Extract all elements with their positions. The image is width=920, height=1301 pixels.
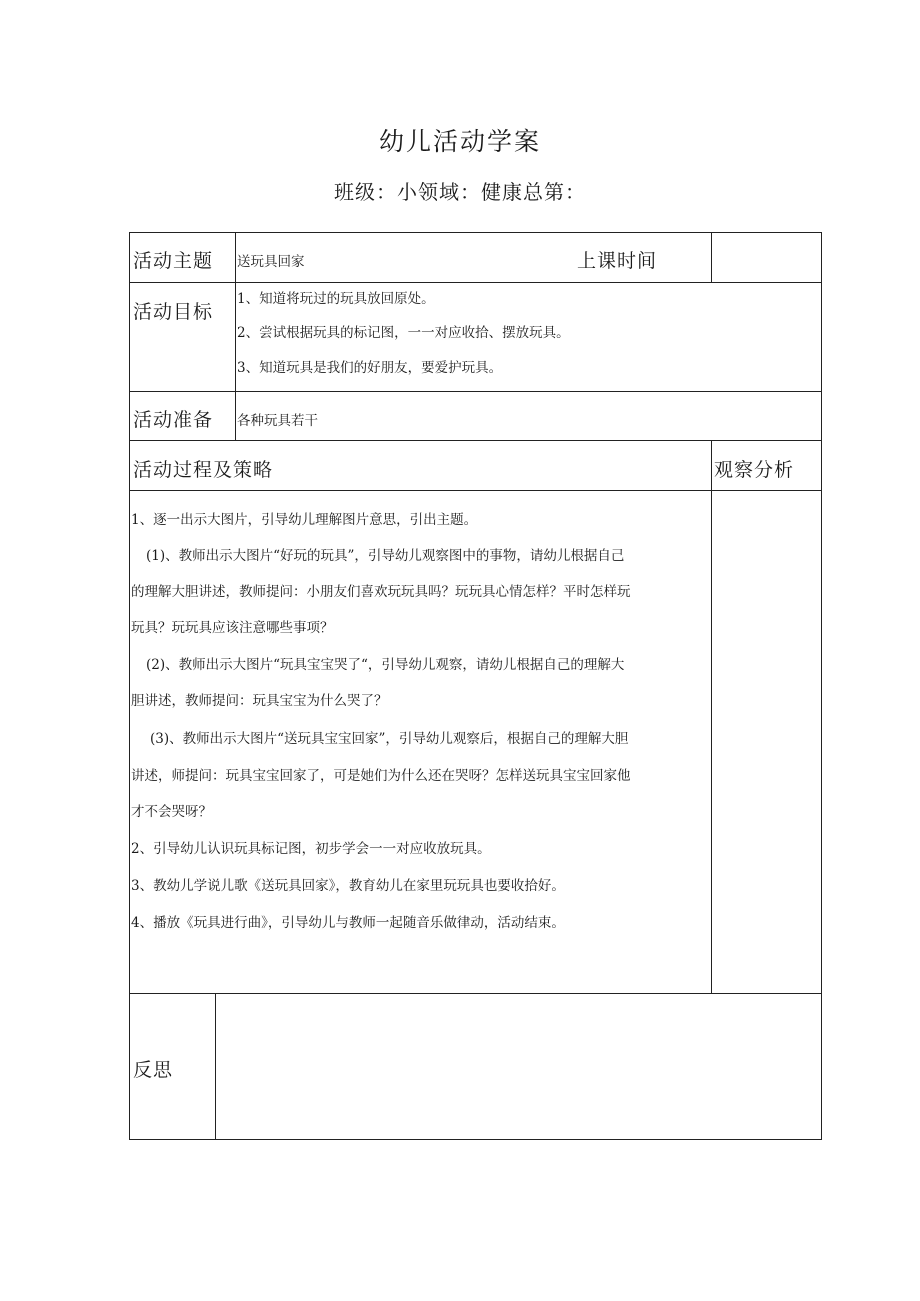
column-divider	[235, 233, 236, 440]
row-divider	[130, 282, 821, 283]
row-divider	[130, 490, 821, 491]
document-title: 幼儿活动学案	[378, 127, 541, 156]
process-line: 4、播放《玩具进行曲》，引导幼儿与教师一起随音乐做律动，活动结束。	[131, 915, 565, 931]
preparation-label: 活动准备	[133, 409, 214, 431]
goal-item: 2、尝试根据玩具的标记图，一一对应收拾、摆放玩具。	[237, 325, 570, 341]
process-line: 胆讲述，教师提问：玩具宝宝为什么哭了？	[131, 693, 388, 709]
process-line: (1)、教师出示大图片“好玩的玩具”，引导幼儿观察图中的事物，请幼儿根据自己	[146, 548, 625, 564]
process-line: 玩具？玩玩具应该注意哪些事项？	[131, 620, 334, 636]
column-divider	[215, 993, 216, 1139]
process-line: 1、逐一出示大图片，引导幼儿理解图片意思，引出主题。	[131, 512, 478, 528]
process-line: (2)、教师出示大图片“玩具宝宝哭了“，引导幼儿观察，请幼儿根据自己的理解大	[146, 657, 625, 673]
theme-value: 送玩具回家	[237, 254, 305, 270]
class-time-label: 上课时间	[577, 250, 658, 272]
reflection-label: 反思	[133, 1059, 174, 1081]
goal-item: 3、知道玩具是我们的好朋友，要爱护玩具。	[237, 360, 503, 376]
process-line: 2、引导幼儿认识玩具标记图，初步学会一一对应收放玩具。	[131, 841, 491, 857]
process-line: 3、教幼儿学说儿歌《送玩具回家》，教育幼儿在家里玩玩具也要收拾好。	[131, 878, 565, 894]
theme-label: 活动主题	[133, 250, 214, 272]
process-line: (3)、教师出示大图片“送玩具宝宝回家”，引导幼儿观察后，根据自己的理解大胆	[150, 731, 629, 747]
process-line: 才不会哭呀？	[131, 804, 212, 820]
process-line: 讲述，师提问：玩具宝宝回家了，可是她们为什么还在哭呀？怎样送玩具宝宝回家他	[131, 768, 631, 784]
row-divider	[130, 440, 821, 441]
lesson-plan-table	[129, 232, 822, 1140]
row-divider	[130, 391, 821, 392]
observation-label: 观察分析	[714, 459, 795, 481]
column-divider	[711, 233, 712, 282]
column-divider	[711, 440, 712, 993]
row-divider	[130, 993, 821, 994]
preparation-value: 各种玩具若干	[237, 413, 318, 429]
process-label: 活动过程及策略	[133, 459, 274, 481]
document-subtitle: 班级：小领域：健康总第：	[334, 180, 586, 204]
goal-item: 1、知道将玩过的玩具放回原处。	[237, 291, 435, 307]
goals-label: 活动目标	[133, 301, 214, 323]
process-line: 的理解大胆讲述，教师提问：小朋友们喜欢玩玩具吗？玩玩具心情怎样？平时怎样玩	[131, 584, 631, 600]
